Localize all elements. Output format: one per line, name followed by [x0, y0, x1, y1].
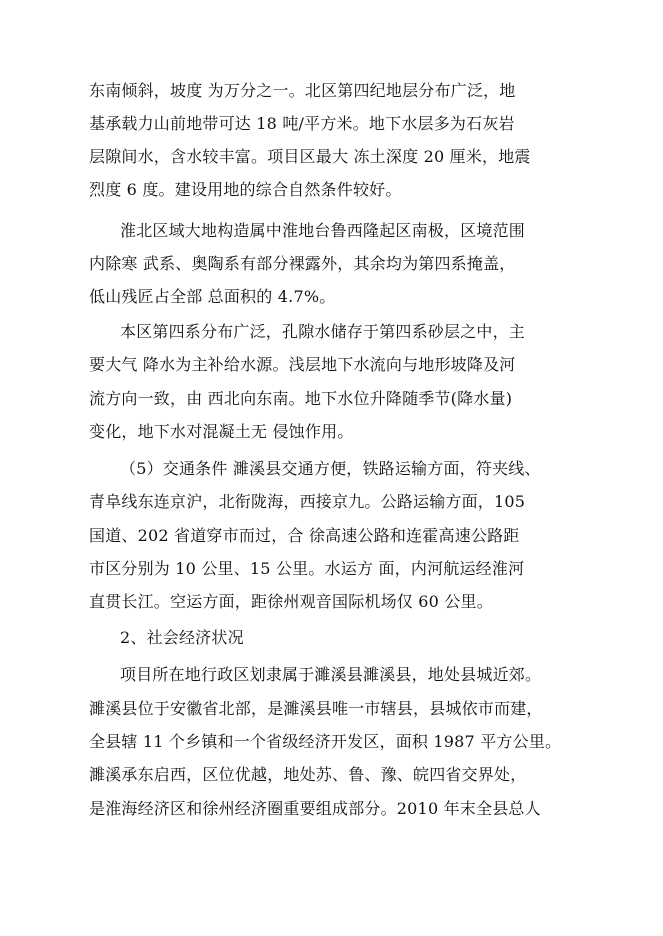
text-line: 内除寒 武系、奥陶系有部分裸露外，其余均为第四系掩盖，	[89, 254, 516, 273]
section-heading: 2、社会经济状况	[120, 628, 244, 647]
text-line: 层隙间水，含水较丰富。项目区最大 冻土深度 20 厘米，地震	[89, 147, 531, 166]
text-line: 低山残匠占全部 总面积的 4.7%。	[89, 287, 336, 306]
text-line: 项目所在地行政区划隶属于濉溪县濉溪县，地处县城近郊。	[120, 665, 542, 684]
text-line: 国道、202 省道穿市而过，合 徐高速公路和连霍高速公路距	[89, 526, 520, 545]
text-line: 东南倾斜，坡度 为万分之一。北区第四纪地层分布广泛，地	[89, 81, 516, 100]
text-line: 烈度 6 度。建设用地的综合自然条件较好。	[89, 180, 402, 199]
text-line: 变化，地下水对混凝土无 侵蚀作用。	[89, 422, 354, 441]
text-line: 青阜线东连京沪，北衔陇海，西接京九。公路运输方面，105	[89, 492, 526, 511]
text-line: 是淮海经济区和徐州经济圈重要组成部分。2010 年末全县总人	[89, 799, 541, 818]
text-line: 流方向一致，由 西北向东南。地下水位升降随季节(降水量)	[89, 389, 513, 408]
text-line: 淮北区域大地构造属中淮地台鲁西隆起区南极，区境范围	[120, 221, 526, 240]
text-line: 本区第四系分布广泛，孔隙水储存于第四系砂层之中，主	[120, 322, 526, 341]
text-line: 濉溪县位于安徽省北部，是濉溪县唯一市辖县，县城依市而建，	[89, 699, 543, 718]
text-line: 市区分别为 10 公里、15 公里。水运方 面，内河航运经淮河	[89, 559, 525, 578]
text-line: 濉溪承东启西，区位优越，地处苏、鲁、豫、皖四省交界处，	[89, 765, 527, 784]
text-line: 基承载力山前地带可达 18 吨/平方米。地下水层多为石灰岩	[89, 114, 515, 133]
text-line: （5）交通条件 濉溪县交通方便，铁路运输方面，符夹线、	[120, 459, 541, 478]
text-line: 直贯长江。空运方面，距徐州观音国际机场仅 60 公里。	[89, 592, 493, 611]
text-line: 要大气 降水为主补给水源。浅层地下水流向与地形坡降及河	[89, 355, 516, 374]
text-line: 全县辖 11 个乡镇和一个省级经济开发区，面积 1987 平方公里。	[89, 732, 562, 751]
